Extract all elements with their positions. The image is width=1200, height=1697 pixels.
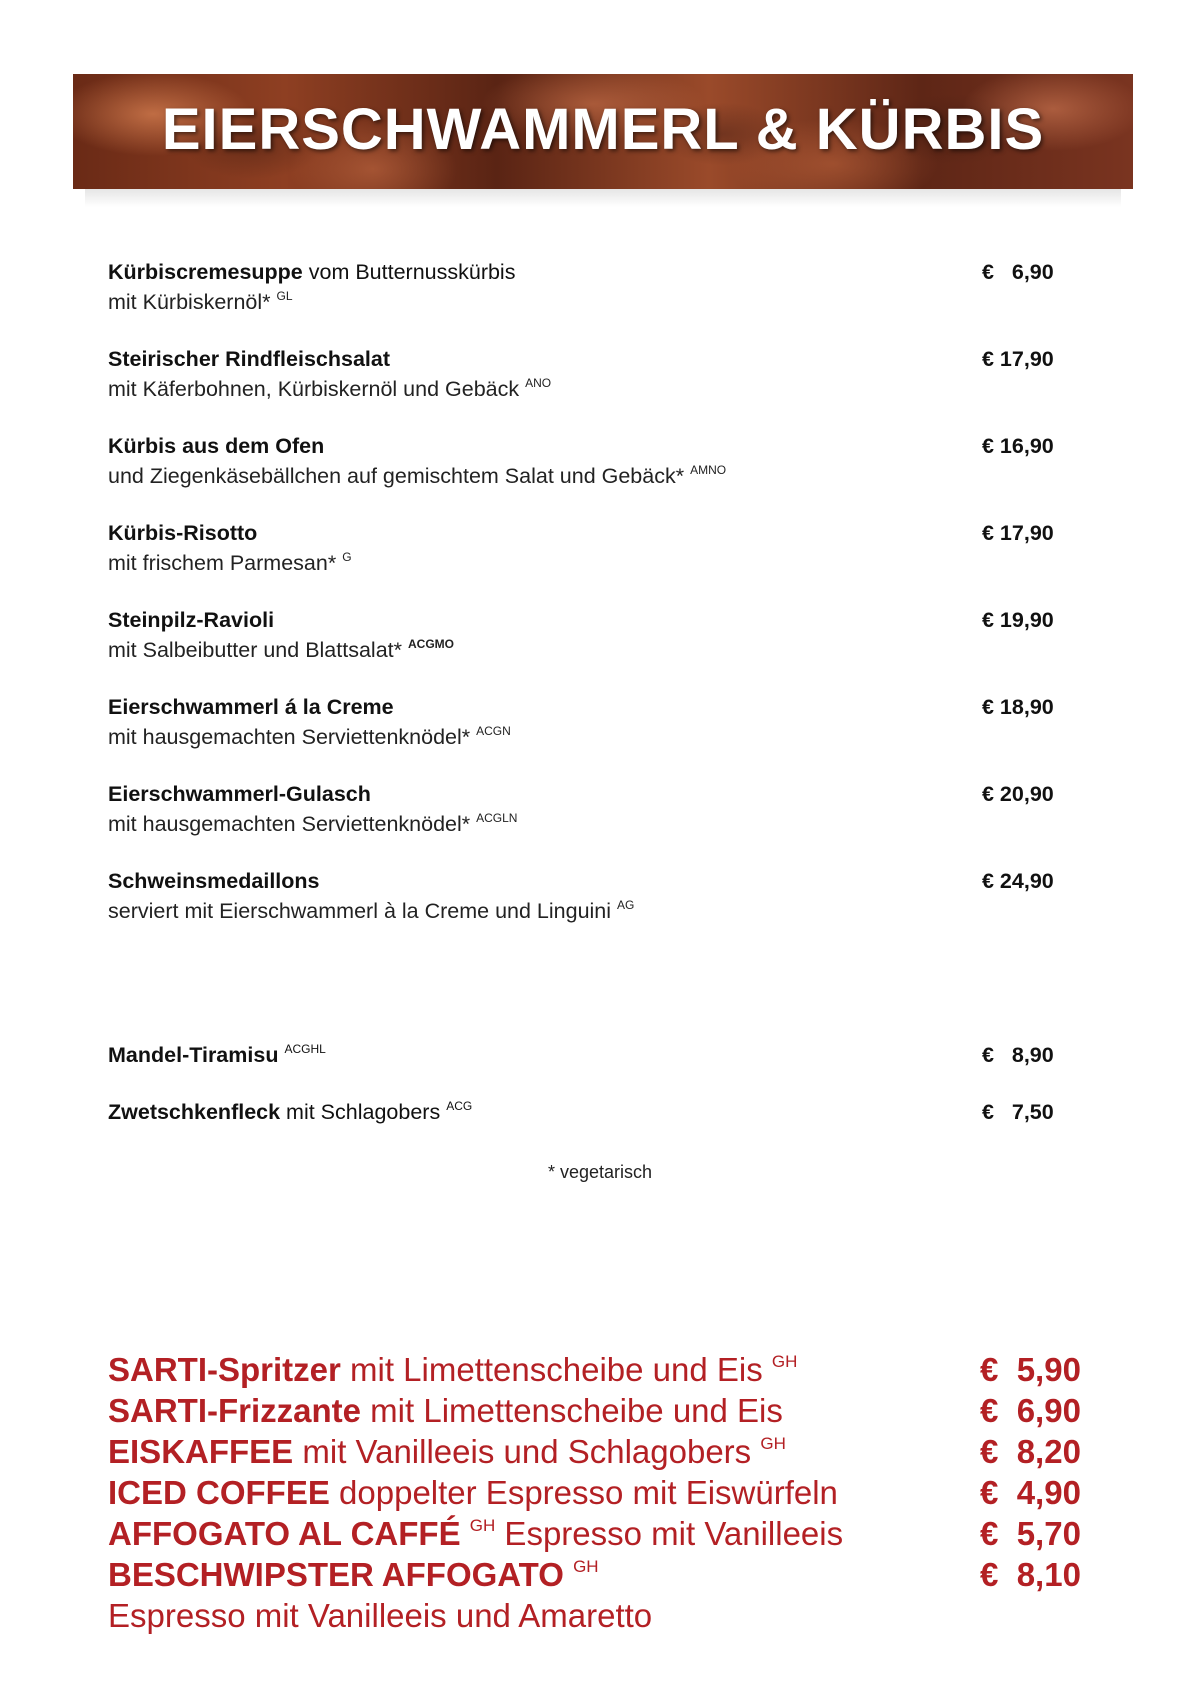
allergen-codes: ACGLN bbox=[476, 811, 518, 825]
menu-item bbox=[108, 518, 1068, 578]
drink-description: mit Limettenscheibe und Eis bbox=[361, 1392, 783, 1429]
drink-name: SARTI-Frizzante bbox=[108, 1392, 362, 1429]
drink-description: Espresso mit Vanilleeis und Amaretto bbox=[108, 1597, 653, 1634]
menu-item bbox=[108, 692, 1068, 752]
drink-name: ICED COFFEE bbox=[108, 1474, 330, 1511]
menu-item bbox=[108, 431, 1068, 491]
item-price: € 20,90 bbox=[982, 782, 1054, 806]
item-name-tail: vom Butternusskürbis bbox=[302, 260, 516, 284]
dessert-tail: mit Schlagobers bbox=[280, 1100, 441, 1124]
drink-name: EISKAFFEE bbox=[108, 1433, 294, 1470]
item-description: mit hausgemachten Serviettenknödel* bbox=[108, 812, 471, 836]
item-description: serviert mit Eierschwammerl à la Creme und Linguini bbox=[108, 899, 612, 923]
drink-description-line bbox=[108, 1595, 1108, 1636]
allergen-codes: GH bbox=[573, 1557, 599, 1576]
banner-shadow bbox=[85, 189, 1121, 207]
item-price: € 16,90 bbox=[982, 434, 1054, 458]
item-price: € 17,90 bbox=[982, 521, 1054, 545]
item-price: € 24,90 bbox=[982, 869, 1054, 893]
menu-item bbox=[108, 866, 1068, 926]
allergen-codes: ACGMO bbox=[407, 637, 454, 651]
item-price: € 18,90 bbox=[982, 695, 1054, 719]
item-price: € 17,90 bbox=[982, 347, 1054, 371]
allergen-codes: ANO bbox=[525, 376, 552, 390]
dessert-item bbox=[108, 1040, 1068, 1070]
item-name: Kürbiscremesuppe bbox=[108, 260, 303, 284]
menu-item bbox=[108, 344, 1068, 404]
allergen-codes: ACGHL bbox=[284, 1042, 326, 1056]
dessert-price: € 7,50 bbox=[982, 1100, 1054, 1124]
item-price: € 19,90 bbox=[982, 608, 1054, 632]
drink-price: € 8,20 bbox=[980, 1433, 1081, 1470]
header-banner bbox=[73, 74, 1133, 189]
drink-price: € 6,90 bbox=[980, 1392, 1081, 1429]
drink-name: SARTI-Spritzer bbox=[108, 1351, 341, 1388]
drink-price: € 8,10 bbox=[980, 1556, 1081, 1593]
item-description: mit Kürbiskernöl* bbox=[108, 290, 271, 314]
dessert-item bbox=[108, 1097, 1068, 1127]
item-description: mit frischem Parmesan* bbox=[108, 551, 337, 575]
drink-price: € 5,70 bbox=[980, 1515, 1081, 1552]
drink-description: Espresso mit Vanilleeis bbox=[495, 1515, 844, 1552]
drink-price: € 5,90 bbox=[980, 1351, 1081, 1388]
vegetarian-footnote: * vegetarisch bbox=[547, 1162, 653, 1182]
allergen-codes: ACGN bbox=[476, 724, 511, 738]
drink-description: doppelter Espresso mit Eiswürfeln bbox=[329, 1474, 838, 1511]
drink-name: AFFOGATO AL CAFFÉ bbox=[108, 1515, 461, 1552]
allergen-codes: G bbox=[342, 550, 352, 564]
item-name: Steirischer Rindfleischsalat bbox=[108, 347, 390, 371]
allergen-codes: GH bbox=[469, 1516, 496, 1535]
item-price: € 6,90 bbox=[982, 260, 1054, 284]
item-name: Eierschwammerl á la Creme bbox=[108, 695, 394, 719]
item-name: Schweinsmedaillons bbox=[108, 869, 320, 893]
dessert-name: Mandel-Tiramisu bbox=[108, 1043, 279, 1067]
allergen-codes: GL bbox=[276, 289, 293, 303]
page-title: EIERSCHWAMMERL & KÜRBIS bbox=[161, 97, 1045, 162]
allergen-codes: GH bbox=[771, 1352, 798, 1371]
drink-item bbox=[108, 1554, 1108, 1595]
drink-item bbox=[108, 1472, 1108, 1513]
allergen-codes: GH bbox=[760, 1434, 786, 1453]
drink-description: mit Limettenscheibe und Eis bbox=[340, 1351, 763, 1388]
item-name: Eierschwammerl-Gulasch bbox=[108, 782, 371, 806]
allergen-codes: AMNO bbox=[690, 463, 727, 477]
menu-item bbox=[108, 779, 1068, 839]
item-name: Kürbis aus dem Ofen bbox=[108, 434, 325, 458]
drink-item bbox=[108, 1390, 1108, 1431]
drink-description: mit Vanilleeis und Schlagobers bbox=[293, 1433, 752, 1470]
drink-name: BESCHWIPSTER AFFOGATO bbox=[108, 1556, 564, 1593]
item-description: und Ziegenkäsebällchen auf gemischtem Salat und Gebäck* bbox=[108, 464, 685, 488]
drink-item bbox=[108, 1349, 1108, 1390]
drink-price: € 4,90 bbox=[980, 1474, 1081, 1511]
menu-item bbox=[108, 605, 1068, 665]
drink-item bbox=[108, 1513, 1108, 1554]
menu-item bbox=[108, 257, 1068, 317]
item-description: mit Salbeibutter und Blattsalat* bbox=[108, 638, 402, 662]
allergen-codes: ACG bbox=[446, 1099, 473, 1113]
drink-item bbox=[108, 1431, 1108, 1472]
drinks-list bbox=[108, 1349, 1108, 1636]
dessert-name: Zwetschkenfleck bbox=[108, 1100, 281, 1124]
item-name: Kürbis-Risotto bbox=[108, 521, 258, 545]
allergen-codes: AG bbox=[617, 898, 635, 912]
item-description: mit hausgemachten Serviettenknödel* bbox=[108, 725, 471, 749]
dessert-price: € 8,90 bbox=[982, 1043, 1054, 1067]
item-name: Steinpilz-Ravioli bbox=[108, 608, 275, 632]
item-description: mit Käferbohnen, Kürbiskernöl und Gebäck bbox=[108, 377, 520, 401]
